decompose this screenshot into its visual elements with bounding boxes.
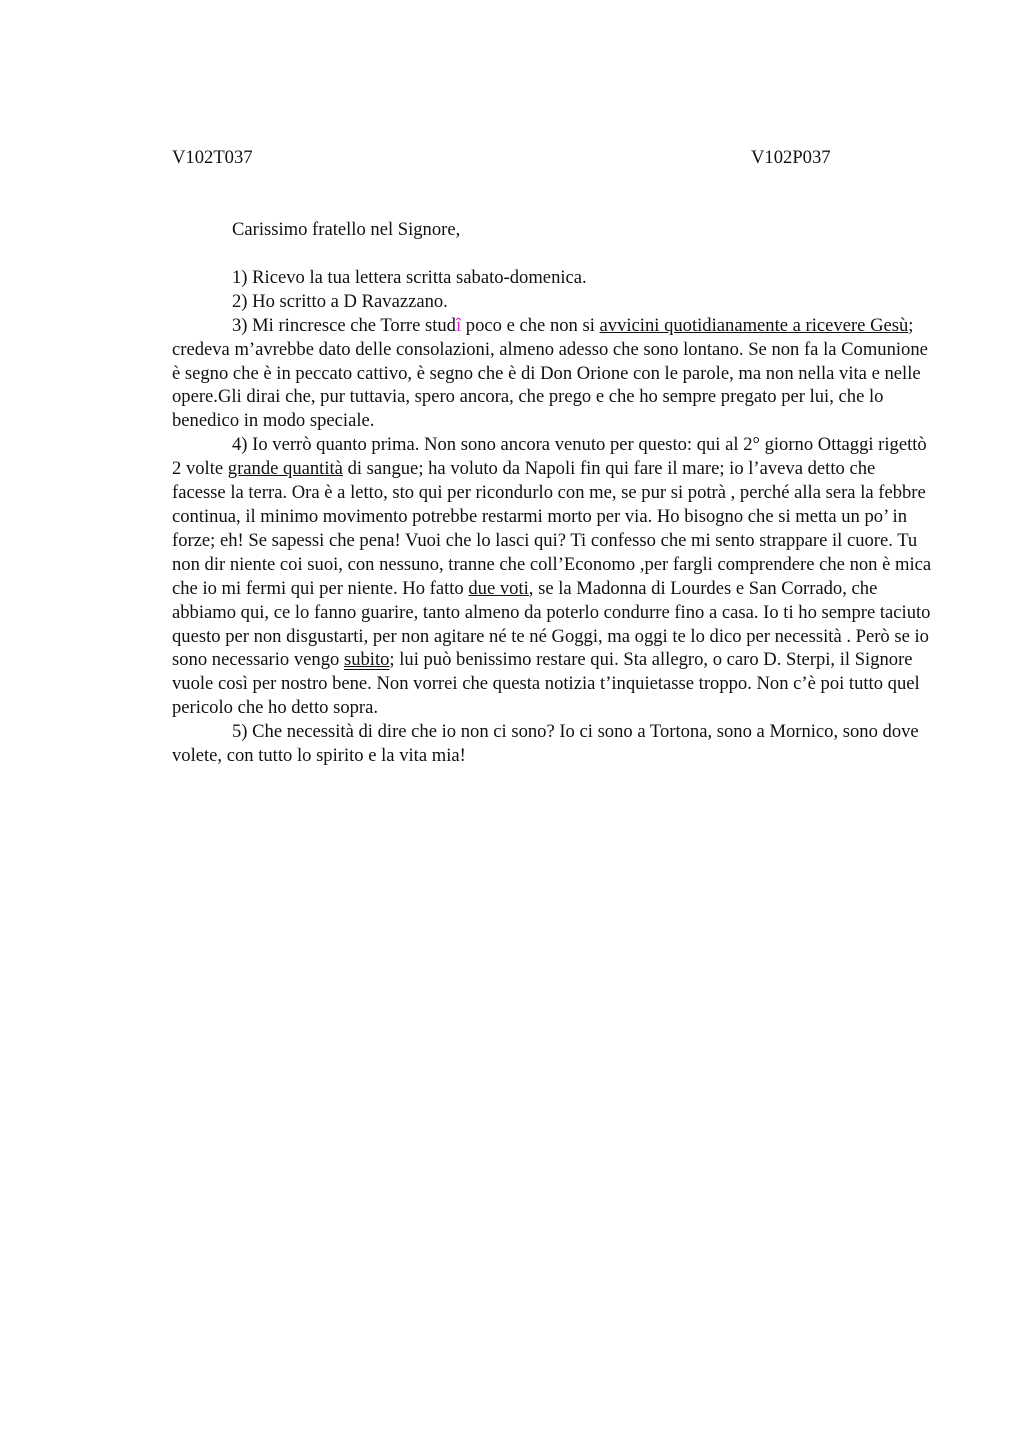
- letter-greeting: Carissimo fratello nel Signore,: [232, 219, 461, 240]
- document-code-right: V102P037: [751, 147, 831, 168]
- underlined-phrase: avvicini quotidianamente a ricevere Gesù: [599, 314, 909, 336]
- p4-text-d: ; lui può benissimo restare qui. Sta allegro, o caro D. Sterpi, il Signore vuole così per nostro bene. Non vorrei che questa notizia t’inquietasse troppo. Non c’è poi tutto quel pericolo che ho detto sopra.: [172, 649, 920, 719]
- highlighted-character: î: [455, 314, 462, 336]
- p4-text-a: 4) Io verrò quanto prima. Non sono ancora venuto per questo: qui al 2° giorno Ottaggi rigettò 2 volte: [172, 434, 927, 480]
- paragraph-3: [172, 314, 932, 434]
- paragraph-1: 1) Ricevo la tua lettera scritta sabato-domenica.: [232, 266, 587, 288]
- p3-text-a: 3) Mi rincresce che Torre stud: [232, 314, 456, 336]
- letter-body: [172, 218, 932, 768]
- p3-text-b: poco e che non si: [461, 314, 600, 336]
- paragraph-4: [172, 433, 932, 720]
- double-underlined-word: subito: [343, 649, 390, 671]
- paragraph-5: 5) Che necessità di dire che io non ci sono? Io ci sono a Tortona, sono a Mornico, sono dove volete, con tutto lo spirito e la vita mia!: [172, 721, 919, 767]
- document-code-left: V102T037: [172, 147, 253, 168]
- p4-text-b: di sangue; ha voluto da Napoli fin qui fare il mare; io l’aveva detto che facesse la terra. Ora è a letto, sto qui per ricondurlo con me, se pur si potrà , perché alla sera la febbre continua, il minimo movimento potrebbe restarmi morto per via. Ho bisogno che si metta un po’ in forze; eh! Se sapessi che pena! Vuoi che lo lasci qui? Ti confesso che mi sento strappare il cuore. Tu non dir niente coi suoi, con nessuno, tranne che coll’Economo ,per fargli comprendere che non è mica che io mi fermi qui per niente. Ho fatto: [172, 458, 932, 599]
- p4-text-c: , se la Madonna di Lourdes e San Corrado, che abbiamo qui, ce lo fanno guarire, tanto almeno da poterlo condurre fino a casa. Io ti ho sempre taciuto questo per non disgustarti, per non agitare né te né Goggi, ma oggi te lo dico per necessità . Però se io sono necessario vengo: [172, 577, 931, 671]
- underlined-phrase: due voti: [468, 577, 529, 599]
- p3-text-c: ; credeva m’avrebbe dato delle consolazioni, almeno adesso che sono lontano. Se non fa la Comunione è segno che è in peccato cattivo, è segno che è di Don Orione con le parole, ma non nella vita e nelle opere.Gli dirai che, pur tuttavia, spero ancora, che prego e che ho sempre pregato per lui, che lo benedico in modo speciale.: [172, 314, 928, 432]
- underlined-phrase: grande quantità: [227, 458, 343, 480]
- paragraph-2: 2) Ho scritto a D Ravazzano.: [232, 290, 448, 312]
